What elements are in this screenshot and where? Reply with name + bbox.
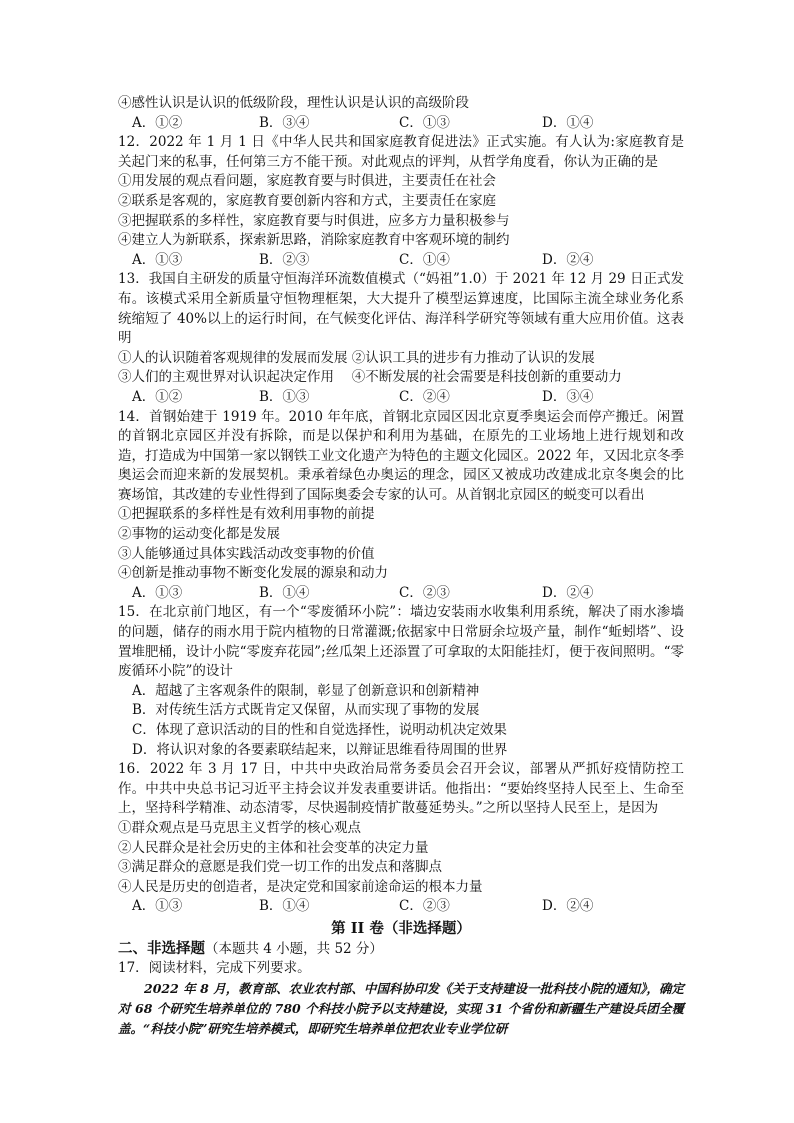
q12-item-4: ④建立人为新联系，探索新思路，消除家庭教育中客观环境的制约 [118,232,510,249]
q17-material: 2022 年 8 月，教育部、农业农村部、中国科协印发《关于支持建设一批科技小院的通知》，确定对 68 个研究生培养单位的 780 个科技小院予以支持建设，实现 31 个省份和新疆生产建设兵团全覆盖。“科技小院”研究生培养模式，即研究生培养单位把农业专业学位研 [118,980,684,1036]
question-16 [118,760,684,917]
q14-item-1: ①把握联系的多样性是有效利用事物的前提 [118,506,375,523]
question-15 [118,603,684,760]
q16-option-d[interactable]: D．②④ [542,898,594,915]
q13-stem: 13．我国自主研发的质量守恒海洋环流数值模式（“妈祖”1.0）于 2021 年 12 月 29 日正式发布。该模式采用全新质量守恒物理框架，大大提升了模型运算速度，比国际主流全球业务化系统缩短了 40%以上的运行时间，在气候变化评估、海洋科学研究等领域有重大应用价值。这表明 [118,271,684,347]
q14-option-c[interactable]: C．②③ [399,584,450,601]
q13-option-b[interactable]: B．①③ [259,388,310,405]
q14-option-a[interactable]: A．①③ [132,584,183,601]
q14-option-b[interactable]: B．①④ [259,584,310,601]
q15-option-d[interactable]: D．将认识对象的各要素联结起来，以辩证思维看待周围的世界 [132,741,508,758]
q17-stem: 17．阅读材料，完成下列要求。 [118,960,311,977]
q14-options [118,584,684,604]
q13-option-c[interactable]: C．②④ [399,388,450,405]
q13-option-a[interactable]: A．①② [132,388,183,405]
q15-option-b[interactable]: B．对传统生活方式既肯定又保留，从而实现了事物的发展 [132,702,480,719]
q14-item-2: ②事物的运动变化都是发展 [118,526,280,543]
q13-option-d[interactable]: D．③④ [542,388,594,405]
q16-options [118,897,684,917]
q12-item-2: ②联系是客观的，家庭教育要创新内容和方式，主要责任在家庭 [118,192,496,209]
q12-item-1: ①用发展的观点看问题，家庭教育要与时俱进，主要责任在社会 [118,173,496,190]
q16-option-c[interactable]: C．②③ [399,898,450,915]
q12-options [118,251,684,271]
q13-items-line-1: ①人的认识随着客观规律的发展而发展 ②认识工具的进步有力推动了认识的发展 [118,349,595,366]
section-2-heading-note: （本题共 4 小题，共 52 分） [205,940,383,957]
q15-option-a[interactable]: A．超越了主客观条件的限制，彰显了创新意识和创新精神 [132,682,480,699]
q11-options [118,114,684,134]
q16-option-b[interactable]: B．①④ [259,898,310,915]
q16-item-3: ③满足群众的意愿是我们党一切工作的出发点和落脚点 [118,859,442,876]
q11-option-a[interactable]: A．①② [132,114,183,131]
q16-item-2: ②人民群众是社会历史的主体和社会变革的决定力量 [118,839,429,856]
q12-item-3: ③把握联系的多样性，家庭教育要与时俱进，应多方力量积极参与 [118,212,510,229]
question-13 [118,270,684,407]
q15-stem: 15．在北京前门地区，有一个“零废循环小院”：墙边安装雨水收集利用系统，解决了雨水渗墙的问题，储存的雨水用于院内植物的日常灌溉;依据家中日常厨余垃圾产量，制作“蚯蚓塔”、设置堆肥桶，设计小院“零废弃花园”;丝瓜架上还添置了可拿取的太阳能挂灯，便于夜间照明。“零废循环小院”的设计 [118,604,684,680]
question-11 [118,94,684,133]
q11-option-c[interactable]: C．①③ [399,114,450,131]
q15-option-c[interactable]: C．体现了意识活动的目的性和自觉选择性，说明动机决定效果 [132,722,507,738]
q16-item-4: ④人民是历史的创造者，是决定党和国家前途命运的根本力量 [118,878,483,895]
q12-stem: 12．2022 年 1 月 1 日《中华人民共和国家庭教育促进法》正式实施。有人认为:家庭教育是关起门来的私事，任何第三方不能干预。对此观点的评判，从哲学角度看，你认为正确的是 [118,134,684,170]
q12-option-a[interactable]: A．①③ [132,251,183,268]
q11-option-b[interactable]: B．③④ [259,114,310,131]
q14-item-4: ④创新是推动事物不断变化发展的源泉和动力 [118,565,388,582]
q16-item-1: ①群众观点是马克思主义哲学的核心观点 [118,819,361,836]
q11-item-4: ④感性认识是认识的低级阶段，理性认识是认识的高级阶段 [118,95,469,111]
section-2-heading-text: 二、非选择题 [118,939,205,957]
part-2-title: 第 II 卷（非选择题） [331,919,471,937]
q11-option-d[interactable]: D．①④ [542,114,594,131]
q12-option-c[interactable]: C．①④ [399,251,450,268]
q14-option-d[interactable]: D．②④ [542,584,594,601]
q14-item-3: ③人能够通过具体实践活动改变事物的价值 [118,545,375,562]
q13-options [118,388,684,408]
question-17 [118,959,684,1039]
q14-stem: 14．首钢始建于 1919 年。2010 年年底，首钢北京园区因北京夏季奥运会而停产搬迁。闲置的首钢北京园区并没有拆除，而是以保护和利用为基础，在原先的工业场地上进行规划和改造，打造成为中国第一家以钢铁工业文化遗产为特色的主题文化园区。2022 年，又因北京冬季奥运会而迎来新的发展契机。秉承着绿色办奥运的理念，园区又被成功改建成北京冬奥会的比赛场馆，其改建的专业性得到了国际奥委会专家的认可。从首钢北京园区的蜕变可以看出 [118,408,684,503]
q16-option-a[interactable]: A．①③ [132,898,183,915]
q16-stem: 16．2022 年 3 月 17 日，中共中央政治局常务委员会召开会议，部署从严抓好疫情防控工作。中共中央总书记习近平主持会议并发表重要讲话。他指出：“要始终坚持人民至上、生命至上，坚持科学精准、动态清零，尽快遏制疫情扩散蔓延势头。”之所以坚持人民至上，是因为 [118,761,684,817]
question-14 [118,408,684,604]
question-12 [118,133,684,270]
q13-items-line-2: ③人们的主观世界对认识起决定作用 ④不断发展的社会需要是科技创新的重要动力 [118,369,622,386]
q12-option-b[interactable]: B．②③ [259,251,310,268]
q12-option-d[interactable]: D．②④ [542,251,594,268]
section-2-heading [118,939,684,960]
